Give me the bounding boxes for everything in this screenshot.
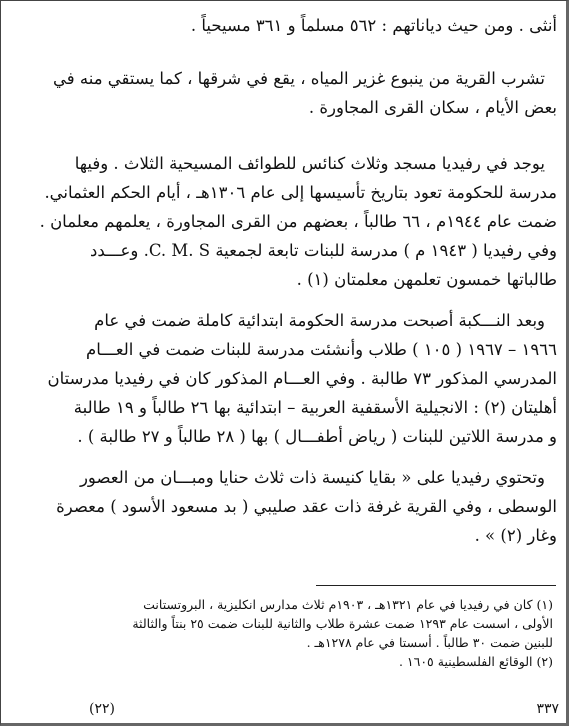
- paragraph-after-nakba: [47, 306, 557, 451]
- text-line: وتحتوي رفيديا على « بقايا كنيسة ذات ثلاث حنايا ومبـــان من العصور: [79, 468, 545, 487]
- text-line: و مدرسة اللاتين للبنات ( رياض أطفـــال ) بها ( ٢٨ طالباً و ٢٧ طالبة ) .: [77, 427, 557, 446]
- text-line: بعض الأيام ، سكان القرى المجاورة .: [308, 98, 557, 117]
- text-line: يوجد في رفيديا مسجد وثلاث كنائس للطوائف المسيحية الثلاث . وفيها: [74, 154, 545, 173]
- paragraph-water: [52, 64, 557, 122]
- page-numbers: [89, 701, 559, 717]
- footnotes: [67, 595, 553, 671]
- page-number: ٣٣٧: [536, 701, 559, 717]
- text-line: وفي رفيديا ( ١٩٤٣ م ) مدرسة للبنات تابعة لجمعية C. M. S. وعـــدد: [90, 241, 557, 260]
- text-line: أهليتان (٢) : الانجيلية الأسقفية العربية – ابتدائية بها ٢٦ طالباً و ١٩ طالبة: [73, 398, 557, 417]
- paragraph-antiquities: [56, 463, 557, 550]
- section-page-number: (٢٢): [89, 701, 115, 717]
- text-line: ١٩٦٦ – ١٩٦٧ ( ١٠٥ ) طلاب وأنشئت مدرسة للبنات ضمت في العـــام: [86, 340, 557, 359]
- footnote-line: الأولى ، اسست عام ١٢٩٣ ضمت عشرة طلاب والثانية للبنات ضمت ٢٥ بنتاً والثالثة: [132, 616, 553, 631]
- paragraph-schools: [39, 149, 557, 294]
- text-line: طالباتها خمسون تعلمهن معلمتان (١) .: [296, 270, 557, 289]
- text-line: المدرسي المذكور ٧٣ طالبة . وفي العـــام المذكور كان في رفيديا مدرستان: [47, 369, 557, 388]
- text-line: تشرب القرية من ينبوع غزير المياه ، يقع في شرقها ، كما يستقي منه في: [52, 69, 545, 88]
- text-line: ضمت عام ١٩٤٤م ، ٦٦ طالباً ، بعضهم من القرى المجاورة ، يعلمهم معلمان .: [39, 212, 557, 231]
- footnote-line: (١) كان في رفيديا في عام ١٣٢١هـ ، ١٩٠٣م ثلاث مدارس انكليزية ، البروتستانت: [143, 597, 553, 612]
- text-line: وبعد النـــكبة أصبحت مدرسة الحكومة ابتدائية كاملة ضمت في عام: [94, 311, 545, 330]
- footnote-line: (٢) الوقائع الفلسطينية ١٦٠٥ .: [398, 654, 553, 669]
- text-line: أنثى . ومن حيث دياناتهم : ٥٦٢ مسلماً و ٣٦١ مسيحياً .: [190, 16, 557, 35]
- text-line: مدرسة للحكومة تعود بتاريخ تأسيسها إلى عام ١٣٠٦هـ ، أيام الحكم العثماني.: [44, 183, 557, 202]
- footnote-line: للبنين ضمت ٣٠ طالباً . أسستا في عام ١٢٧٨هـ .: [306, 635, 553, 650]
- footnote-divider: [316, 585, 556, 586]
- text-line: وغار (٢) » .: [474, 526, 557, 545]
- text-line: الوسطى ، وفي القرية غرفة ذات عقد صليبي ( بد مسعود الأسود ) معصرة: [56, 497, 557, 516]
- paragraph-population: [71, 11, 557, 40]
